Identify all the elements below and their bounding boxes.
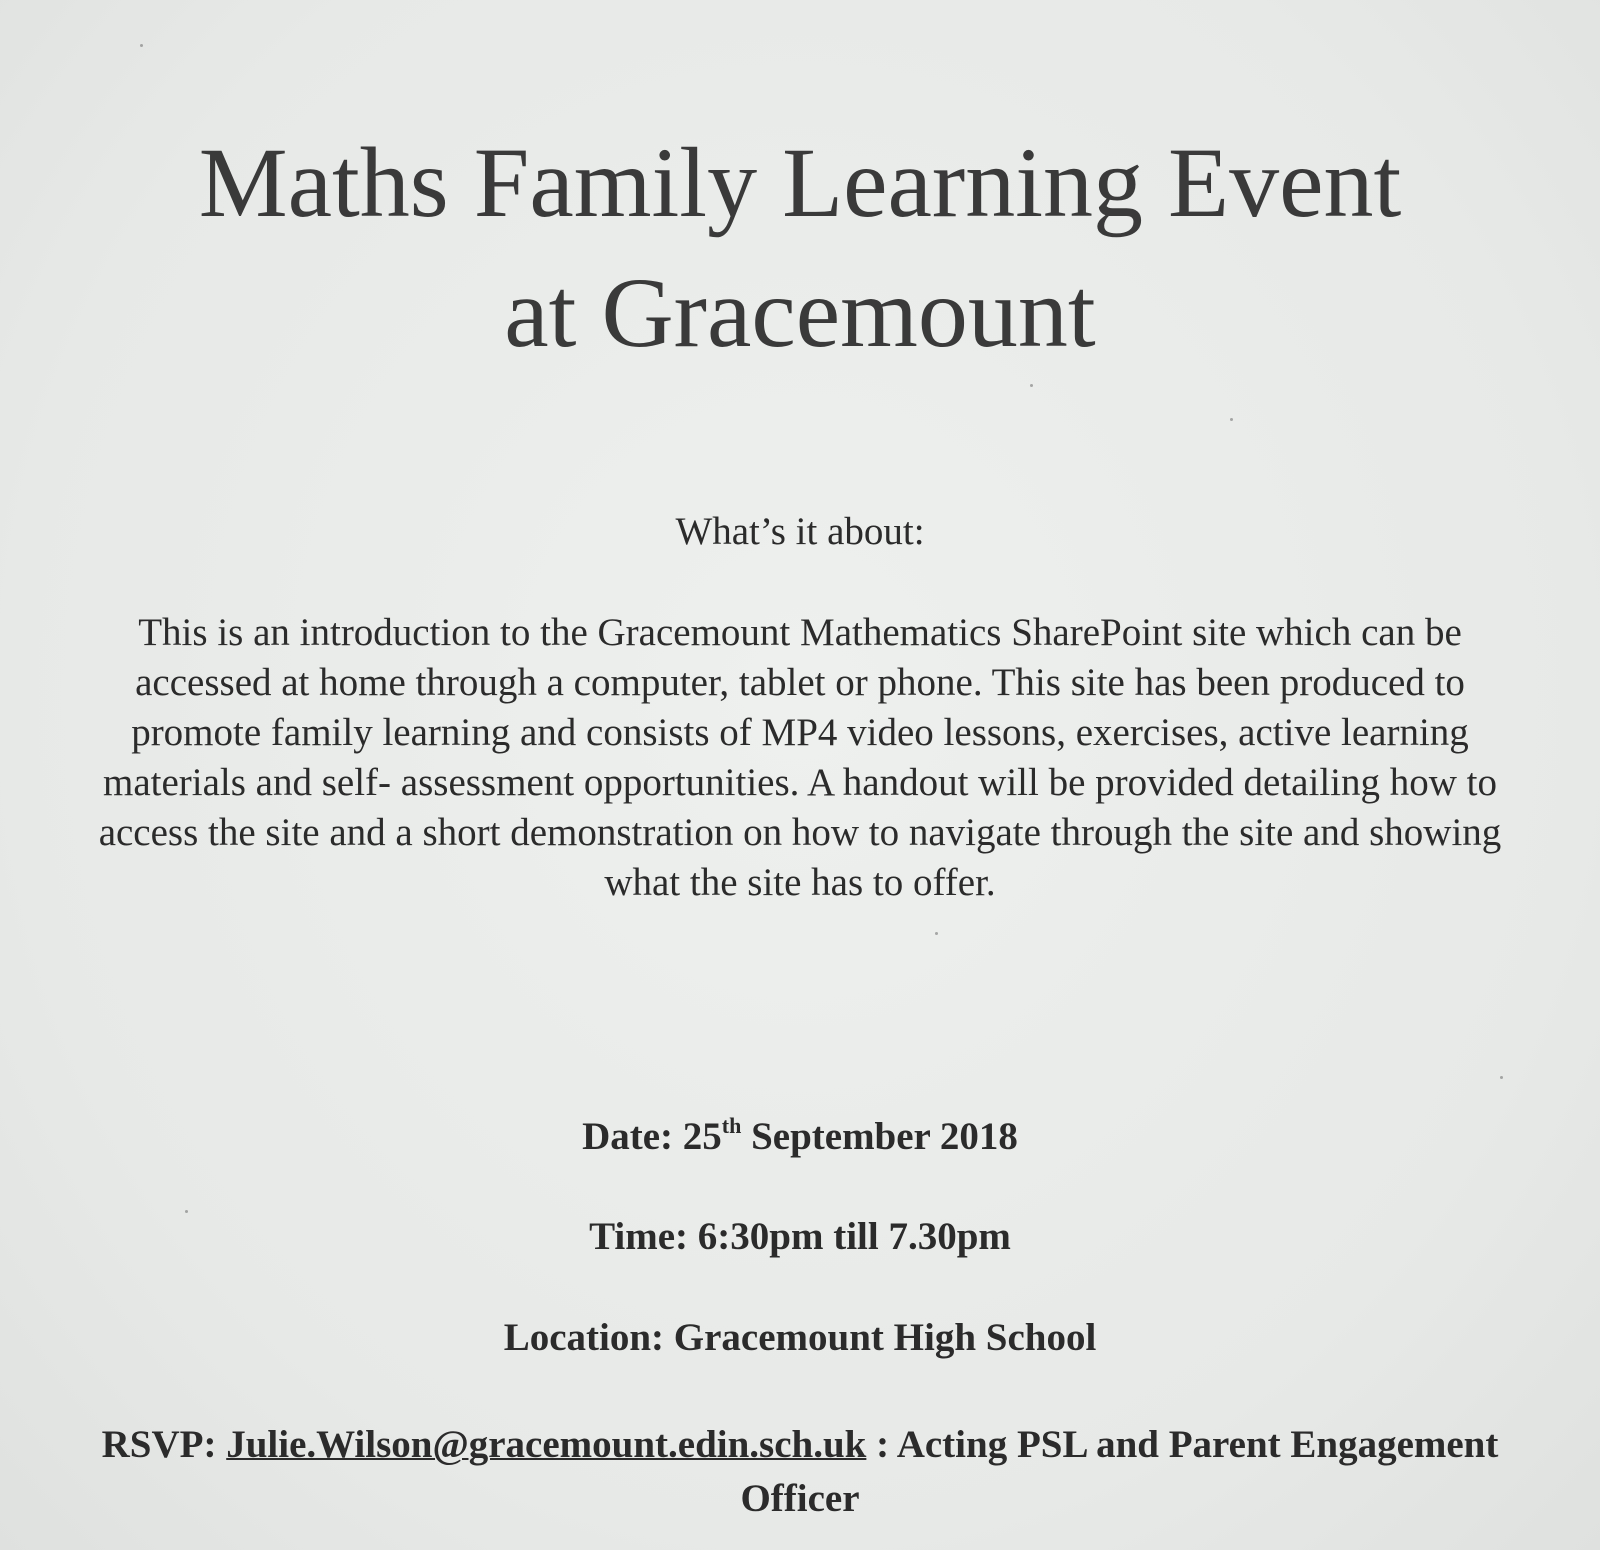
date-label: Date: [582,1115,674,1158]
rsvp-label: RSVP: [101,1423,217,1466]
date-day: 25 [682,1115,722,1158]
rsvp-email-link[interactable]: Julie.Wilson@gracemount.edin.sch.uk [226,1423,867,1466]
location-value: Gracemount High School [673,1316,1097,1359]
paper-speck [1230,418,1233,421]
event-title [0,118,1600,378]
paper-speck [1500,1076,1503,1079]
rsvp-role: : Acting PSL and Parent Engagement Officer [740,1423,1499,1520]
time-label: Time: [589,1215,689,1258]
location-label: Location: [503,1316,665,1359]
time-value: 6:30pm till 7.30pm [697,1215,1011,1258]
rsvp-line [100,1418,1500,1526]
event-description: This is an introduction to the Gracemount Mathematics SharePoint site which can be accessed at home through a computer, tablet or phone. This site has been produced to promote family learning and consists of MP4 video lessons, exercises, active learning materials and self- assessment opportunities. A handout will be provided detailing how to access the site and a short demonstration on how to navigate through the site and showing what the site has to offer. [98,611,1502,904]
title-line-2: at Gracemount [504,257,1096,368]
event-time [0,1213,1600,1261]
date-month-year: September 2018 [751,1115,1018,1158]
paper-speck [1030,384,1033,387]
paper-speck [935,932,938,935]
paper-speck [140,44,143,47]
about-heading: What’s it about: [675,510,925,553]
date-suffix: th [721,1113,742,1138]
title-line-1: Maths Family Learning Event [198,127,1402,238]
paper-speck [185,1210,188,1213]
event-location [0,1314,1600,1362]
event-date [0,1113,1600,1161]
